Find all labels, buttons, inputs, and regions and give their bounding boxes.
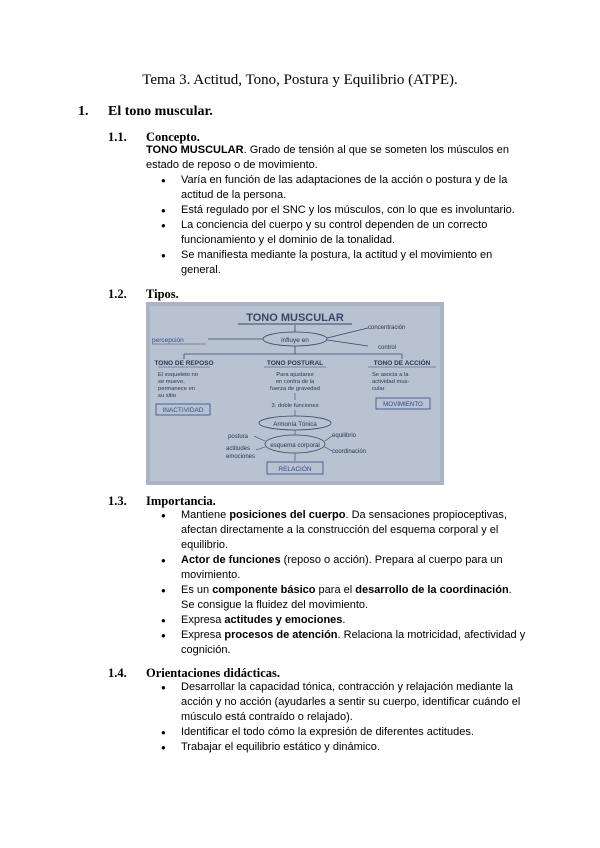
section-1-4-heading: Orientaciones didácticas. bbox=[146, 666, 281, 680]
section-1-3-number: 1.3. bbox=[108, 494, 127, 508]
page-title: Tema 3. Actitud, Tono, Postura y Equilibrio (ATPE). bbox=[142, 72, 458, 88]
tono-muscular-diagram bbox=[146, 302, 444, 485]
section-1-1-heading: Concepto. bbox=[146, 130, 200, 144]
diagram-title: TONO MUSCULAR bbox=[246, 312, 344, 324]
list-item: ● Varía en función de las adaptaciones de la acción o postura y de la actitud de la persona. bbox=[181, 173, 526, 203]
list-item: ● Identificar el todo cómo la expresión de diferentes actitudes. bbox=[181, 725, 526, 740]
diagram-emociones: emociones bbox=[226, 454, 256, 460]
diagram-col2-sub: 3. doble funciones bbox=[271, 403, 319, 409]
list-item: ● La conciencia del cuerpo y su control dependen de un correcto funcionamiento y el dominio de la tonalidad. bbox=[181, 218, 526, 248]
diagram-col1-line: su sitio bbox=[158, 393, 177, 399]
diagram-percepcion: percepción bbox=[152, 337, 184, 344]
importance-bullet-list bbox=[181, 508, 526, 658]
list-item: ● Es un componente básico para el desarrollo de la coordinación. Se consigue la fluidez del movimiento. bbox=[181, 583, 526, 613]
section-1-2-number: 1.2. bbox=[108, 287, 127, 301]
list-item: ● Se manifiesta mediante la postura, la actitud y el movimiento en general. bbox=[181, 248, 526, 278]
list-item: ● Está regulado por el SNC y los músculos, con lo que es involuntario. bbox=[181, 203, 526, 218]
diagram-movimiento: MOVIMIENTO bbox=[383, 401, 423, 408]
list-item: ● Trabajar el equilibrio estático y dinámico. bbox=[181, 740, 526, 755]
section-1-2-heading: Tipos. bbox=[146, 287, 179, 301]
diagram-col1-line: se mueve, bbox=[158, 379, 185, 385]
diagram-relacion: RELACIÓN bbox=[278, 466, 312, 473]
diagram-col1-line: El esqueleto no bbox=[158, 372, 198, 378]
diagram-postura: postura bbox=[228, 434, 249, 440]
diagram-tono-postural: TONO POSTURAL bbox=[266, 360, 324, 367]
diagram-esquema: esquema corporal bbox=[270, 442, 320, 449]
list-item: ● Expresa procesos de atención. Relaciona la motricidad, afectividad y cognición. bbox=[181, 628, 526, 658]
diagram-tono-accion: TONO DE ACCIÓN bbox=[373, 360, 431, 367]
section-1-4-number: 1.4. bbox=[108, 666, 127, 680]
section-1-number: 1. bbox=[78, 104, 89, 119]
diagram-col1-line: permanece en bbox=[158, 386, 196, 392]
definition-term: TONO MUSCULAR bbox=[146, 144, 244, 156]
concept-bullet-list bbox=[181, 173, 526, 278]
diagram-armonia: Armonía Tónica bbox=[273, 421, 317, 428]
diagram-equilibrio: equilibrio bbox=[332, 433, 357, 439]
diagram-control: control bbox=[378, 345, 397, 351]
diagram-influye: influye en bbox=[281, 337, 309, 344]
list-item: ● Mantiene posiciones del cuerpo. Da sensaciones propioceptivas, afectan directamente a la construcción del esquema corporal y el equilibrio. bbox=[181, 508, 526, 553]
list-item: ● Desarrollar la capacidad tónica, contracción y relajación mediante la acción y no acción (ayudarles a sentir su cuerpo, identificar cuándo el músculo está contraído o relajado). bbox=[181, 680, 526, 725]
definition-paragraph bbox=[146, 143, 526, 173]
diagram-actitudes: actitudes bbox=[226, 446, 251, 452]
diagram-col3-line: actividad mus- bbox=[372, 379, 410, 385]
diagram-tono-reposo: TONO DE REPOSO bbox=[154, 360, 214, 367]
list-item: ● Expresa actitudes y emociones. bbox=[181, 613, 526, 628]
list-item: ● Actor de funciones (reposo o acción). Prepara al cuerpo para un movimiento. bbox=[181, 553, 526, 583]
diagram-col2-line: Para ajustarse bbox=[276, 372, 314, 378]
diagram-coordinacion: coordinación bbox=[332, 449, 367, 455]
diagram-col3-line: Se asocia a la bbox=[372, 372, 409, 378]
diagram-col3-line: cular bbox=[372, 386, 385, 392]
section-1-heading: El tono muscular. bbox=[108, 104, 213, 119]
orientations-bullet-list bbox=[181, 680, 526, 755]
diagram-inactividad: INACTIVIDAD bbox=[162, 407, 204, 414]
diagram-concentracion: concentración bbox=[368, 325, 406, 331]
section-1-3-heading: Importancia. bbox=[146, 494, 216, 508]
section-1-1-number: 1.1. bbox=[108, 130, 127, 144]
diagram-col2-line: fuerza de gravedad bbox=[270, 386, 320, 392]
definition-text: . Grado de tensión al que se someten los músculos en estado de reposo o de movimiento. bbox=[146, 144, 509, 171]
diagram-col2-line: en contra de la bbox=[275, 379, 315, 385]
